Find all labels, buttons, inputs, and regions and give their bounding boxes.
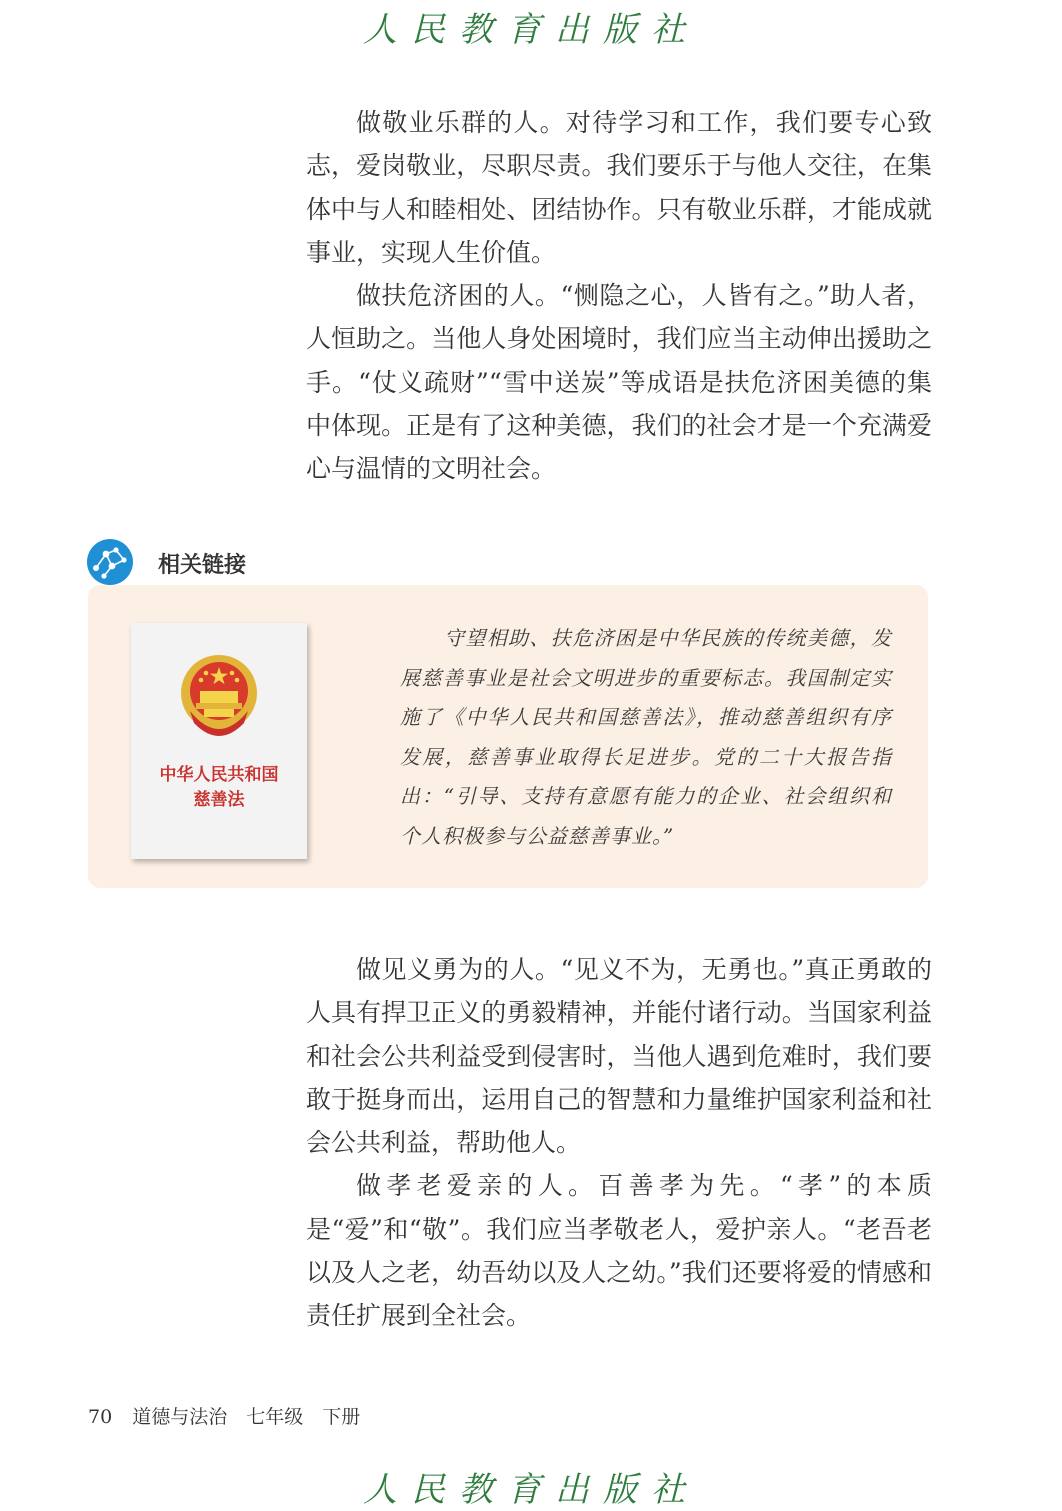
charity-law-book-title [131,763,307,813]
network-nodes-icon [86,538,134,586]
related-link-paragraph: 守望相助、扶危济困是中华民族的传统美德，发展慈善事业是社会文明进步的重要标志。我国制定实施了《中华人民共和国慈善法》，推动慈善组织有序发展，慈善事业取得长足进步。党的二十大报告指出：“引导、支持有意愿有能力的企业、社会组织和个人积极参与公益慈善事业。” [400,626,892,848]
paragraph-helping-needy: 做扶危济困的人。“恻隐之心，人皆有之。”助人者，人恒助之。当他人身处困境时，我们应当主动伸出援助之手。“仗义疏财”“雪中送炭”等成语是扶危济困美德的集中体现。正是有了这种美德，我们的社会才是一个充满爱心与温情的文明社会。 [306,281,932,484]
page-footer [88,1402,360,1429]
paragraph-filial-piety: 做孝老爱亲的人。百善孝为先。“孝”的本质是“爱”和“敬”。我们应当孝敬老人，爱护亲人。“老吾老以及人之老，幼吾幼以及人之幼。”我们还要将爱的情感和责任扩展到全社会。 [306,1171,932,1331]
section-1-text [306,101,932,491]
national-emblem-icon [176,651,262,743]
publisher-footer: 人民教育出版社 [363,1470,699,1510]
related-link-title: 相关链接 [158,553,247,578]
charity-law-book-cover [131,623,307,859]
footer-book-title: 道德与法治 七年级 下册 [132,1406,361,1428]
related-link-text [400,619,892,856]
book-title-line-2: 慈善法 [193,790,245,810]
paragraph-bravery: 做见义勇为的人。“见义不为，无勇也。”真正勇敢的人具有捍卫正义的勇毅精神，并能付诸行动。当国家利益和社会公共利益受到侵害时，当他人遇到危难时，我们要敢于挺身而出，运用自己的智慧和力量维护国家利益和社会公共利益，帮助他人。 [306,955,932,1158]
related-link-box [88,585,928,888]
book-title-line-1: 中华人民共和国 [159,765,279,785]
section-2-text [306,948,932,1338]
paragraph-dedication: 做敬业乐群的人。对待学习和工作，我们要专心致志，爱岗敬业，尽职尽责。我们要乐于与他人交往，在集体中与人和睦相处、团结协作。只有敬业乐群，才能成就事业，实现人生价值。 [306,108,932,267]
publisher-header: 人民教育出版社 [363,10,699,50]
page-number: 70 [88,1406,113,1428]
